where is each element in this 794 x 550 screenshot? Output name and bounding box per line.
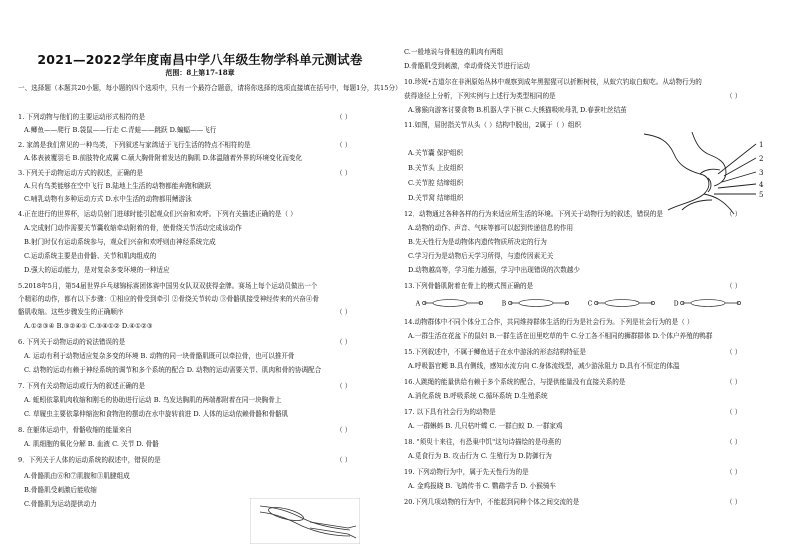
left-text: 3.下列关于动物运动方式的叙述，正确的是 <box>18 169 143 177</box>
left-line <box>18 113 352 121</box>
right-text: 11.如图，屈肘指关节从头（ ）结构中脱出，2属于（ ）组织 <box>404 121 582 129</box>
left-line <box>24 126 216 134</box>
left-text: 2. 家鸽是我们常见的一种鸟类，下列叙述与家鸽适于飞行生活的特点不相符的是 <box>18 141 251 149</box>
left-text: 7. 下列有关动物运动或行为的叙述正确的是 <box>18 382 146 390</box>
left-text: D.强大的运动能力，是对复杂多变环境的一种适应 <box>24 266 170 274</box>
answer-blank[interactable]: （ ） <box>336 382 352 390</box>
left-line <box>24 224 242 232</box>
right-line <box>408 332 712 340</box>
left-text: A.骨骼肌由⑥和⑦肌腹和③肌腱组成 <box>24 472 130 480</box>
left-line <box>24 396 281 404</box>
left-text: 6. 下列关于动物运动的说法错误的是 <box>18 338 126 346</box>
left-text: C.骨骼肌为运动提供动力 <box>24 500 97 508</box>
right-line <box>408 164 463 172</box>
left-line <box>18 426 352 434</box>
q13-option-diagram[interactable] <box>582 297 662 309</box>
right-text: 获得途径上分析，下列实例与上述行为类型相同的是 <box>404 92 556 100</box>
right-text: C.一般地说与骨相连的肌肉有两组 <box>404 48 504 56</box>
left-line <box>24 154 302 162</box>
right-text: C.关节腔 结缔组织 <box>408 179 464 187</box>
left-text: 个精彩的动作，都有以下步骤：①相应的骨受到牵引 ②骨绕关节转动 ③骨骼肌接受神经传来的兴奋④骨 <box>18 295 319 303</box>
left-text: A. 肌细胞的氧化分解 B. 血液 C. 关节 D. 骨骼 <box>24 440 159 448</box>
right-line <box>404 498 742 506</box>
right-text: C.学习行为是动物后天学习所得，与遗传因素无关 <box>408 252 554 260</box>
right-line <box>404 92 742 100</box>
left-text: A. 运动有利于动物适应复杂多变的环境 B. 动物的同一块骨骼肌既可以牵拉骨，也可以推开骨 <box>24 352 295 360</box>
right-line <box>404 468 742 476</box>
q13-option-label: A <box>415 300 421 308</box>
right-text: 16.人跳绳的能量供给有赖于多个系统的配合，与提供能量没有直接关系的是 <box>404 378 626 386</box>
right-text: 18. "须臾十来往，有恐巢中饥"这句诗描绘的是母燕的 <box>404 438 562 446</box>
left-text: 5.2018年5月，第54届世界乒乓球锦标赛团体赛中国男女队双双获得金牌。赛场上每个运动员做出一个 <box>18 282 318 290</box>
left-text: C.哺乳动物有多种运动方式 D.水中生活的动物都用鳍游泳 <box>24 195 192 203</box>
right-line <box>404 62 530 70</box>
scope-label: 范围： <box>165 68 187 77</box>
q13-option-diagram[interactable] <box>496 297 576 309</box>
left-line <box>18 141 352 149</box>
left-line <box>18 295 319 303</box>
right-line <box>408 362 680 370</box>
knee-joint-figure <box>638 130 788 216</box>
right-line <box>408 452 552 460</box>
knee-label-5: 5 <box>759 191 764 199</box>
left-line <box>24 486 97 494</box>
right-text: A.觅食行为 B. 攻击行为 C. 生殖行为 D.防御行为 <box>408 452 552 460</box>
right-text: B.先天性行为是动物体内遗传物质所决定的行为 <box>408 238 547 246</box>
right-line <box>408 392 548 400</box>
answer-blank[interactable]: （ ） <box>336 141 352 149</box>
right-line <box>408 252 553 260</box>
right-line <box>404 48 503 56</box>
right-line <box>404 282 742 290</box>
right-line <box>404 348 742 356</box>
exam-title: 2021—2022学年度南昌中学八年级生物学科单元测试卷 <box>37 52 363 67</box>
left-line <box>24 352 295 360</box>
right-line <box>408 106 627 114</box>
right-text: 13.下列骨骼肌附着在骨上的模式图正确的是 <box>404 282 534 290</box>
right-text: A.关节囊 保护组织 <box>408 149 464 157</box>
answer-blank[interactable]: （ ） <box>726 282 742 290</box>
right-line <box>408 266 580 274</box>
right-line <box>404 318 694 326</box>
scope-value: 8上第17-18章 <box>186 68 235 77</box>
knee-label-2: 2 <box>759 155 764 163</box>
right-line <box>404 121 581 129</box>
right-line <box>408 149 463 157</box>
left-text: A.完成射门动作需要关节囊收缩牵动附着的骨，使骨绕关节活动完成该动作 <box>24 224 242 232</box>
right-text: A.猕猴向游客讨要食物 B.机器人学下棋 C.大熊猫吸吮母乳 D.春蚕吐丝结茧 <box>408 106 627 114</box>
left-line <box>24 500 97 508</box>
answer-blank[interactable]: （ ） <box>336 338 352 346</box>
right-text: A.动物的动作、声音、气味等都可以起到传递信息的作用 <box>408 224 574 232</box>
right-line <box>408 422 563 430</box>
knee-label-4: 4 <box>759 181 764 189</box>
left-line <box>18 308 352 316</box>
answer-blank[interactable]: （ ） <box>336 456 352 464</box>
left-text: C.运动系统主要是由骨骼、关节和肌肉组成的 <box>24 252 157 260</box>
right-line <box>408 224 573 232</box>
right-text: 20.下列几项动物的行为中，不能起到同种个体之间交流的是 <box>404 498 580 506</box>
right-line <box>404 408 742 416</box>
right-line <box>408 179 463 187</box>
left-text: 4.正在进行的世界杯，运动员射门进球时能引起观众们兴奋和欢呼。下列有关描述正确的是（ ） <box>18 210 297 218</box>
right-text: 12．动物通过各种各样的行为来适应所生活的环境。下列关于动物行为的叙述，错误的是 <box>404 210 663 218</box>
right-line <box>408 194 463 202</box>
right-line <box>408 238 547 246</box>
left-line <box>24 366 321 374</box>
left-text: C. 动物的运动有赖于神经系统的调节和多个系统的配合 D. 动物的运动需要关节、肌肉和骨的协调配合 <box>24 366 322 374</box>
left-line <box>24 322 153 330</box>
left-line <box>18 282 317 290</box>
answer-blank[interactable]: （ ） <box>336 113 352 121</box>
q13-option-diagram[interactable] <box>668 297 748 309</box>
left-text: B.射门时仅有运动系统参与，观众们兴奋和欢呼则由神经系统完成 <box>24 238 216 246</box>
left-line <box>24 266 170 274</box>
right-text: 10.珍妮•古道尔在非洲原始丛林中观察到成年黑猩猩可以折断树枝，从蚁穴钓取白蚁吃。从动物行为的 <box>404 78 702 86</box>
left-text: A.只有鸟类能够在空中飞行 B.陆地上生活的动物都能奔跑和跳跃 <box>24 182 212 190</box>
left-line <box>18 382 352 390</box>
right-line <box>404 210 742 218</box>
q13-option-diagram[interactable] <box>410 297 490 309</box>
left-text: C. 草履虫主要依靠伸缩泡和食物泡的摆动在水中旋转前进 D. 人体的运动依赖骨骼和骨骼肌 <box>24 410 289 418</box>
right-text: A. 金鸡报晓 B. 飞鸽传书 C. 鹦鹉学舌 D. 小猴骑车 <box>408 482 557 490</box>
answer-blank[interactable]: （ ） <box>726 210 742 218</box>
left-text: B.骨骼肌受刺激后能收缩 <box>24 486 97 494</box>
knee-label-3: 3 <box>759 169 764 177</box>
right-text: A.呼吸器官鳃 B.具有侧线，感知水流方向 C.身体流线型，减少游泳阻力 D.具有不恒定的体温 <box>408 362 680 370</box>
left-text: 1. 下列动物与他们的主要运动形式相符的是 <box>18 113 146 121</box>
left-text: 8. 在躯体运动中，骨骼收缩的能量来自 <box>18 426 132 434</box>
left-line <box>24 195 192 203</box>
answer-blank[interactable]: （ ） <box>726 348 742 356</box>
answer-blank[interactable]: （ ） <box>336 308 352 316</box>
left-line <box>24 252 156 260</box>
right-text: D.骨骼肌受到刺激，牵动骨绕关节进行运动 <box>404 62 530 70</box>
left-text: A.鲫鱼——爬行 B.袋鼠——行走 C.青蛙——跳跃 D.蝙蝠——飞行 <box>24 126 217 134</box>
left-line <box>24 410 288 418</box>
right-text: B.关节头 上皮组织 <box>408 164 464 172</box>
left-text: A.①②③④ B.③②④① C.③④①② D.④①②③ <box>24 322 153 330</box>
answer-blank[interactable]: （ ） <box>726 468 742 476</box>
right-text: D.动物越高等，学习能力越强，学习中出现错误的次数越少 <box>408 266 580 274</box>
left-line <box>18 84 402 92</box>
left-line <box>18 169 352 177</box>
right-text: 14.动物群体中不同个体分工合作，共同维持群体生活的行为是社会行为。下列是社会行为的是（ ） <box>404 318 694 326</box>
answer-blank[interactable]: （ ） <box>726 378 742 386</box>
left-line <box>18 338 352 346</box>
answer-blank[interactable]: （ ） <box>336 169 352 177</box>
left-line <box>24 440 159 448</box>
right-text: 15.下列叙述中，不属于鲫鱼适于在水中游泳的形态结构特征是 <box>404 348 586 356</box>
right-text: 19. 下列动物行为中，属于先天性行为的是 <box>404 468 529 476</box>
left-text: 9．下列关于人体的运动系统的叙述中，错误的是 <box>18 456 161 464</box>
left-text: 骼肌收缩。这些步骤发生的正确顺序 <box>18 308 124 316</box>
left-line <box>18 456 352 464</box>
answer-blank[interactable]: （ ） <box>336 426 352 434</box>
q13-option-label: D <box>673 300 679 308</box>
right-line <box>404 438 742 446</box>
right-text: A.消化系统 B.呼吸系统 C.循环系统 D.生殖系统 <box>408 392 548 400</box>
answer-blank[interactable]: （ ） <box>726 408 742 416</box>
q13-option-label: C <box>587 300 593 308</box>
right-text: 17. 以下具有社会行为的动物是 <box>404 408 496 416</box>
left-line <box>24 472 130 480</box>
answer-blank[interactable]: （ ） <box>726 498 742 506</box>
left-line <box>24 182 211 190</box>
exam-scope <box>18 68 382 78</box>
q13-option-label: B <box>501 300 507 308</box>
answer-blank[interactable]: （ ） <box>726 92 742 100</box>
right-text: A.一群生活在花盆下的鼠妇 B.一群生活在田里吃草的牛 C.分工各不相同的狮群群体 D.个体户养殖的鸭群 <box>408 332 713 340</box>
left-text: A.体表被覆羽毛 B.前肢特化成翼 C.硕大胸骨附着发达的胸肌 D.体温随着外界的环境变化而变化 <box>24 154 303 162</box>
knee-label-1: 1 <box>759 141 764 149</box>
right-line <box>408 482 556 490</box>
left-text: 一、选择题（本题共20小题，每小题的四个选项中，只有一个最符合题意，请将你选择的选项直接填在括号中，每题1分，共15分） <box>18 84 402 92</box>
left-line <box>18 210 297 218</box>
left-line <box>24 238 216 246</box>
arm-muscle-figure <box>250 498 360 544</box>
right-line <box>404 378 742 386</box>
right-text: D.关节窝 结缔组织 <box>408 194 464 202</box>
right-text: A. 一群蝌蚪 B. 几只枯叶蝶 C. 一群白蚁 D. 一群家鸡 <box>408 422 563 430</box>
left-text: A. 蚯蚓依靠肌肉收缩和刚毛的协助进行运动 B. 鸟发达胸肌的两端都附着在同一块胸骨上 <box>24 396 282 404</box>
answer-blank[interactable]: （ ） <box>726 438 742 446</box>
right-line <box>404 78 702 86</box>
